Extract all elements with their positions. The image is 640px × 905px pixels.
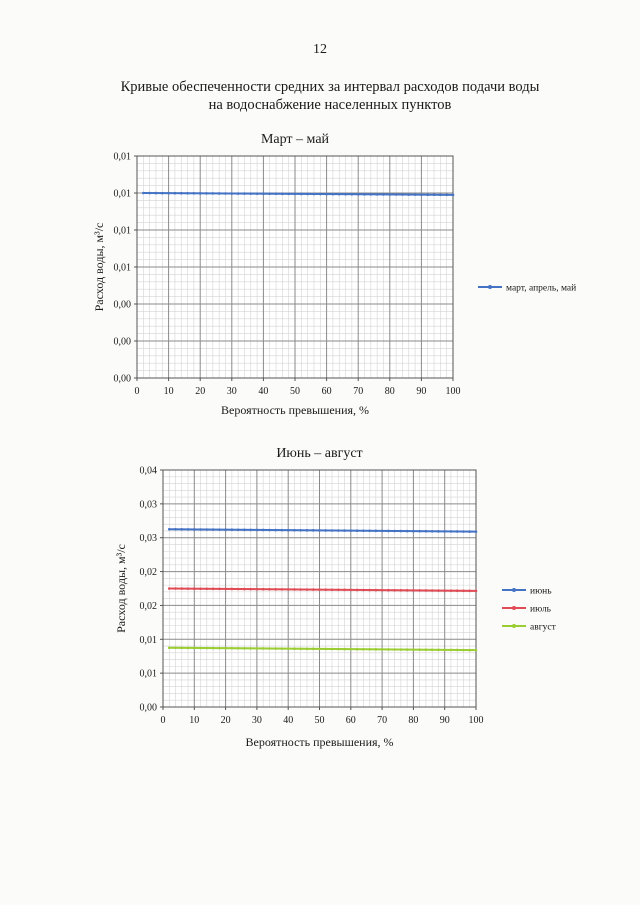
series-point (439, 193, 442, 196)
series-point (351, 193, 354, 196)
series-point (431, 589, 434, 592)
x-axis-label: Вероятность превышения, % (220, 403, 370, 417)
legend-marker (512, 624, 516, 628)
series-point (350, 529, 353, 532)
y-tick-label: 0,01 (113, 151, 131, 163)
series-point (462, 530, 465, 533)
series-point (331, 588, 334, 591)
y-tick-label: 0,00 (113, 373, 131, 385)
x-tick-label: 40 (283, 715, 294, 726)
series-point (375, 589, 378, 592)
series-point (224, 588, 227, 591)
chart-title: Март – май (260, 132, 330, 147)
legend-label: июнь (530, 586, 552, 597)
series-point (275, 192, 278, 195)
x-tick-label: 50 (290, 386, 300, 397)
series-point (406, 648, 409, 651)
series-point (312, 529, 315, 532)
series-point (450, 530, 453, 533)
y-tick-label: 0,01 (113, 225, 131, 237)
series-point (306, 588, 309, 591)
series-point (362, 589, 365, 592)
legend-label: июль (530, 604, 552, 615)
y-axis-label: Расход воды, м³/с (114, 544, 128, 633)
series-point (274, 647, 277, 650)
series-point (243, 192, 246, 195)
series-point (281, 193, 284, 196)
series-point (468, 530, 471, 533)
series-point (393, 648, 396, 651)
x-tick-label: 20 (195, 386, 206, 397)
series-point (174, 587, 177, 590)
series-point (456, 649, 459, 652)
series-point (393, 530, 396, 533)
series-point (249, 529, 252, 532)
series-point (350, 648, 353, 651)
series-point (389, 193, 392, 196)
x-axis-label: Вероятность превышения, % (245, 735, 394, 749)
series-point (206, 647, 209, 650)
series-point (395, 193, 398, 196)
series-point (262, 647, 265, 650)
series-point (475, 590, 478, 593)
series-point (293, 588, 296, 591)
series-point (243, 529, 246, 532)
series-point (368, 648, 371, 651)
series-point (256, 647, 259, 650)
series-point (237, 192, 240, 195)
series-point (331, 648, 334, 651)
series-point (218, 528, 221, 531)
series-point (343, 648, 346, 651)
series-point (344, 193, 347, 196)
series-point (306, 529, 309, 532)
x-tick-label: 60 (321, 386, 332, 397)
series-point (187, 647, 190, 650)
x-tick-label: 20 (220, 715, 231, 726)
series-point (262, 588, 265, 591)
series-point (299, 588, 302, 591)
series-point (332, 193, 335, 196)
series-point (218, 588, 221, 591)
series-point (262, 529, 265, 532)
series-point (313, 193, 316, 196)
series-point (174, 192, 177, 195)
series-point (325, 193, 328, 196)
x-tick-label: 10 (163, 386, 174, 397)
series-point (368, 589, 371, 592)
series-point (468, 649, 471, 652)
series-point (350, 589, 353, 592)
series-point (306, 648, 309, 651)
series-point (318, 529, 321, 532)
series-point (281, 588, 284, 591)
series-point (294, 193, 297, 196)
series-point (400, 589, 403, 592)
series-point (249, 647, 252, 650)
series-point (393, 589, 396, 592)
series-point (407, 193, 410, 196)
series-point (343, 589, 346, 592)
series-point (306, 193, 309, 196)
series-point (268, 192, 271, 195)
legend-marker (512, 606, 516, 610)
series-point (462, 589, 465, 592)
x-tick-label: 90 (439, 715, 450, 726)
series-point (199, 647, 202, 650)
series-point (193, 587, 196, 590)
y-tick-label: 0,02 (139, 600, 157, 612)
series-point (343, 529, 346, 532)
series-point (450, 589, 453, 592)
series-point (231, 588, 234, 591)
series-point (206, 528, 209, 531)
series-point (437, 649, 440, 652)
series-point (331, 529, 334, 532)
series-point (375, 648, 378, 651)
x-tick-label: 10 (189, 715, 200, 726)
y-tick-label: 0,01 (113, 262, 131, 274)
page-number: 12 (313, 42, 327, 57)
series-point (381, 648, 384, 651)
series-point (231, 647, 234, 650)
series-point (362, 529, 365, 532)
series-point (368, 529, 371, 532)
series-point (193, 647, 196, 650)
series-point (431, 648, 434, 651)
x-tick-label: 30 (251, 715, 262, 726)
heading-line-2: на водоснабжение населенных пунктов (208, 97, 452, 113)
series-point (212, 647, 215, 650)
series-point (180, 647, 183, 650)
series-point (376, 193, 379, 196)
y-axis-label: Расход воды, м³/с (92, 222, 106, 312)
series-point (318, 588, 321, 591)
series-point (324, 529, 327, 532)
series-point (324, 588, 327, 591)
series-point (443, 530, 446, 533)
series-point (243, 588, 246, 591)
series-point (187, 528, 190, 531)
series-point (287, 529, 290, 532)
series-point (206, 587, 209, 590)
series-point (431, 530, 434, 533)
series-point (437, 589, 440, 592)
y-tick-label: 0,00 (139, 702, 157, 714)
x-tick-label: 70 (353, 386, 364, 397)
series-point (256, 588, 259, 591)
series-point (168, 528, 171, 531)
series-point (337, 529, 340, 532)
legend-marker (488, 285, 492, 289)
legend-label: март, апрель, май (506, 283, 577, 294)
series-point (456, 530, 459, 533)
series-point (452, 194, 455, 197)
series-point (218, 192, 221, 195)
series-point (443, 589, 446, 592)
series-point (338, 193, 341, 196)
series-point (400, 648, 403, 651)
series-point (381, 530, 384, 533)
series-point (168, 587, 171, 590)
series-point (231, 192, 234, 195)
y-tick-label: 0,03 (139, 499, 157, 511)
series-point (406, 530, 409, 533)
series-point (324, 648, 327, 651)
series-point (249, 588, 252, 591)
series-point (418, 648, 421, 651)
series-point (475, 649, 478, 652)
series-point (293, 529, 296, 532)
series-point (363, 193, 366, 196)
series-point (412, 648, 415, 651)
series-point (148, 192, 151, 195)
series-point (174, 528, 177, 531)
y-tick-label: 0,03 (139, 533, 157, 545)
y-tick-label: 0,00 (113, 336, 131, 348)
heading-line-1: Кривые обеспеченности средних за интервал расходов подачи воды (120, 79, 540, 95)
series-point (381, 589, 384, 592)
series-point (445, 194, 448, 197)
y-tick-label: 0,01 (139, 668, 157, 680)
series-point (193, 192, 196, 195)
series-point (268, 588, 271, 591)
series-point (262, 192, 265, 195)
series-point (362, 648, 365, 651)
series-point (274, 529, 277, 532)
series-point (319, 193, 322, 196)
series-point (193, 528, 196, 531)
series-point (382, 193, 385, 196)
series-point (249, 192, 252, 195)
y-tick-label: 0,04 (139, 465, 157, 477)
series-point (212, 528, 215, 531)
legend-marker (512, 588, 516, 592)
x-tick-label: 90 (416, 386, 427, 397)
series-point (400, 530, 403, 533)
series-point (357, 193, 360, 196)
series-point (281, 647, 284, 650)
series-point (224, 528, 227, 531)
series-point (256, 192, 259, 195)
series-point (420, 193, 423, 196)
series-point (299, 647, 302, 650)
series-point (425, 648, 428, 651)
series-point (356, 589, 359, 592)
x-tick-label: 50 (314, 715, 325, 726)
series-point (356, 529, 359, 532)
series-point (187, 587, 190, 590)
series-point (281, 529, 284, 532)
series-point (370, 193, 373, 196)
series-point (268, 647, 271, 650)
series-point (243, 647, 246, 650)
series-point (256, 529, 259, 532)
series-point (337, 648, 340, 651)
x-tick-label: 100 (468, 715, 484, 726)
series-point (287, 193, 290, 196)
series-point (300, 193, 303, 196)
series-point (443, 649, 446, 652)
series-point (462, 649, 465, 652)
series-point (180, 528, 183, 531)
series-point (418, 530, 421, 533)
x-tick-label: 70 (377, 715, 388, 726)
series-point (180, 587, 183, 590)
series-point (425, 530, 428, 533)
series-point (142, 192, 145, 195)
series-point (186, 192, 189, 195)
series-point (180, 192, 183, 195)
series-point (237, 588, 240, 591)
series-point (199, 587, 202, 590)
x-tick-label: 0 (160, 715, 166, 726)
series-point (406, 589, 409, 592)
series-point (224, 192, 227, 195)
series-point (412, 589, 415, 592)
series-point (199, 528, 202, 531)
series-point (426, 193, 429, 196)
series-point (212, 192, 215, 195)
series-point (287, 647, 290, 650)
series-point (231, 528, 234, 531)
series-point (299, 529, 302, 532)
series-point (287, 588, 290, 591)
series-point (412, 530, 415, 533)
series-point (274, 588, 277, 591)
y-tick-label: 0,01 (139, 634, 157, 646)
y-tick-label: 0,01 (113, 188, 131, 200)
series-point (237, 528, 240, 531)
series-point (414, 193, 417, 196)
series-point (218, 647, 221, 650)
x-tick-label: 0 (134, 386, 140, 397)
series-point (337, 589, 340, 592)
series-point (155, 192, 158, 195)
chart-title: Июнь – август (276, 446, 363, 461)
series-point (387, 648, 390, 651)
series-point (456, 589, 459, 592)
series-point (475, 530, 478, 533)
series-point (318, 648, 321, 651)
series-point (167, 192, 170, 195)
y-tick-label: 0,02 (139, 567, 157, 579)
x-tick-label: 80 (408, 715, 419, 726)
series-point (237, 647, 240, 650)
series-point (174, 646, 177, 649)
series-point (401, 193, 404, 196)
series-point (168, 646, 171, 649)
series-point (312, 648, 315, 651)
series-point (293, 647, 296, 650)
series-point (450, 649, 453, 652)
series-point (433, 193, 436, 196)
series-point (437, 530, 440, 533)
series-point (356, 648, 359, 651)
series-point (224, 647, 227, 650)
series-point (468, 590, 471, 593)
series-point (375, 530, 378, 533)
series-point (199, 192, 202, 195)
series-point (161, 192, 164, 195)
legend-label: август (530, 622, 556, 633)
x-tick-label: 30 (226, 386, 237, 397)
series-point (387, 530, 390, 533)
series-point (268, 529, 271, 532)
x-tick-label: 60 (345, 715, 356, 726)
series-point (212, 588, 215, 591)
series-point (418, 589, 421, 592)
x-tick-label: 40 (258, 386, 269, 397)
x-tick-label: 80 (384, 386, 395, 397)
x-tick-label: 100 (445, 386, 461, 397)
y-tick-label: 0,00 (113, 299, 131, 311)
series-point (387, 589, 390, 592)
series-point (205, 192, 208, 195)
series-point (425, 589, 428, 592)
series-point (312, 588, 315, 591)
